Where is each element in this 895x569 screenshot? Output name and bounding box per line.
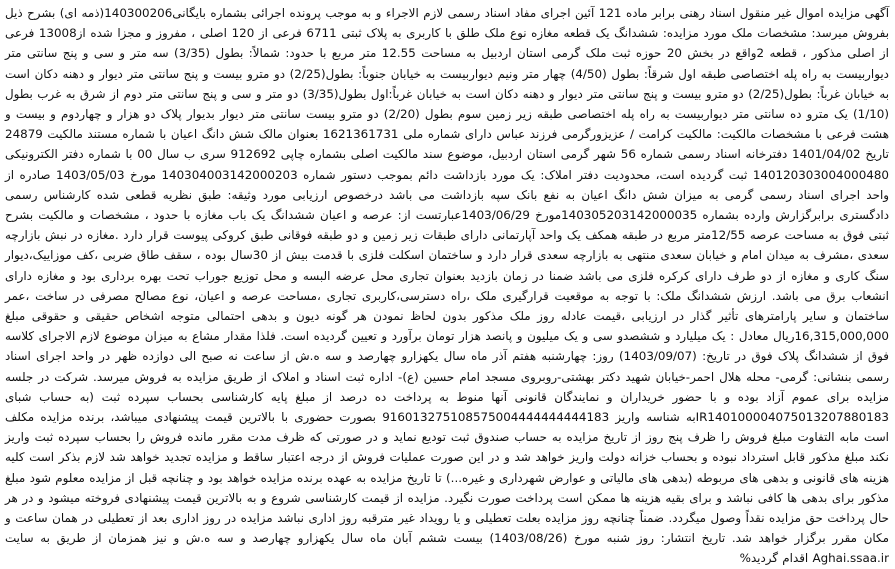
auction-notice-body: آگهی مزایده اموال غیر منقول اسناد رهنی برابر ماده 121 آئین اجرای مفاد اسناد رسمی لازم الاجراء و به موجب پرونده اجرائی بشماره بایگانی140300206(ذمه ای) بشرح ذیل بفروش میرسد: مشخصات ملک مورد مزایده: ششدانگ یک قطعه مغازه نوع ملک طلق با کاربری به پلاک ثبتی 6711 فرعی از 120 اصلی ، مفروز و مجزا شده از13008 فرعی از اصلی مذکور ، قطعه 2واقع در بخش 20 حوزه ثبت ملک گرمی استان اردبیل به مساحت 12.55 متر مربع با حدود: شمالاً: بطول (3/35) سه متر و سی و پنج سانتی متر دیواربیست به راه پله اختصاصی طبقه اول شرقاً: بطول (4/50) چهار متر ونیم دیواربیست به خیابان جنوباً: بطول(2/25) دو مترو بیست و پنج سانتی متر دیوار و دهنه دکان است به خیابان غرباً: بطول(2/25) دو مترو بیست و پنج سانتی متر دیوار و دهنه دکان است به خیابان غرباً:اول بطول(3/35) دو متر و سی و پنج سانتی متر دوم از شرق به غرب بطول (1/10) یک مترو ده سانتی متر دیواربیست به راه پله اختصاصی طبقه زیر زمین سوم بطول (2/20) دو مترو بیست سانتی متر دیوار بدیوار پلاک دو هزار و چهاردوم و بیست و هشت فرعی با مشخصات مالکیت: مالکیت کرامت / عزیزورگرمی فرزند عباس دارای شماره ملی 1621361731 بعنوان مالک شش دانگ اعیان با شماره مستند مالکیت 24879 تاریخ 1401/04/02 دفترخانه اسناد رسمی شماره 56 شهر گرمی استان اردبیل، موضوع سند مالکیت اصلی بشماره چاپی 912692 سری ب سال 00 با شماره دفتر الکترونیکی 140120303004000480 ثبت گردیده است، محدودیت دفتر املاک: یک مورد بازداشت دائم بموجب دستور شماره 140304003142000203 مورخ 1403/05/03 صادره از واحد اجرای اسناد رسمی گرمی به میزان شش دانگ اعیان به نفع بانک سپه بازداشت می باشد درخصوص ارزیابی مورد وثیقه: طبق نظریه قطعی شده کارشناس رسمی دادگستری برابرگزارش وارده بشماره 140305203142000035مورخ 1403/06/29عبارتست از: عرصه و اعیان ششدانگ یک باب مغازه با حدود ، مشخصات و مالکیت بشرح ثبتی فوق به مساحت عرصه 12/55متر مربع در طبقه همکف یک واحد آپارتمانی دارای طبقات زیر زمین و دو طبقه فوقانی طبق کروکی پیوست قرار دارد .مغازه در نبش بازارچه سعدی ،مشرف به میدان امام و خیابان سعدی منتهی به بازارچه سعدی قرار دارد و ساختمان اسکلت فلزی با قدمت بیش از 30سال بوده ، سقف طاق ضربی ،کف موزاییک،دیوار سنگ کاری و مغازه از دو طرف دارای کرکره فلزی می باشد ضمنا در زمان بازدید بعنوان تجاری محل عرضه البسه و محل توزیع جوراب تحت بهره برداری بود و مغازه دارای انشعاب برق می باشد. ارزش ششدانگ ملک: با توجه به موقعیت قرارگیری ملک ،راه دسترسی،کاربری تجاری ،مساحت عرصه و اعیان، نوع مصالح مصرفی در ساخت ،عمر ساختمان و سایر پارامترهای تأثیر گذار در ارزیابی ،قیمت عادله روز ملک مذکور بدون لحاظ نمودن هر گونه دیون و بدهی احتمالی متوجه اشخاص حقیقی و حقوقی مبلغ 16,315,000,000ریال معادل : یک میلیارد و ششصدو سی و یک میلیون و پانصد هزار تومان برآورد و تعیین گردیده است. فلذا مقدار مشاع به میزان موضوع لازم الاجرای کلاسه فوق از ششدانگ پلاک فوق در تاریخ: (1403/09/07) روز: چهارشنبه هفتم آذر ماه سال یکهزارو چهارصد و سه ه.ش از ساعت نه صبح الی دوازده ظهر در واحد اجرای اسناد رسمی بنشانی: گرمی- محله هلال احمر-خیابان شهید دکتر بهشتی-روبروی مسجد امام حسین (ع)- اداره ثبت اسناد و املاک از طریق مزایده به فروش میرسد. شرکت در جلسه مزایده برای عموم آزاد بوده و با حضور خریداران و نمایندگان قانونی آنها منوط به پرداخت ده درصد از مبلغ پایه کارشناسی بحساب سپرده ثبت (به حساب شبای IR140100004075013207880183به شناسه واریز 916013275108575004444444444183 بصورت حضوری با بالاترین قیمت پیشنهادی میباشد، برنده مزایده مکلف است مابه التفاوت مبلغ فروش را ظرف پنج روز از تاریخ مزایده به حساب صندوق ثبت تودیع نماید و در صورتی که ظرف مدت مقرر مانده فروش را بحساب سپرده ثبت واریز نکند مبلغ مذکور قابل استرداد نبوده و بحساب خزانه دولت واریز خواهد شد و در این صورت عملیات فروش از درجه اعتبار ساقط و مزایده تجدید خواهد شد لازم بذکر است کلیه هزینه های قانونی و بدهی های مربوطه (بدهی های مالیاتی و عوارض شهرداری و غیره...) تا تاریخ مزایده به عهده برنده مزایده خواهد بود و چنانچه قبل از مزایده معلوم شود مبلغ مذکور برای بدهی ها کافی نباشد و برای بقیه هزینه ها ممکن است پرداخت صورت نگیرد. مزایده از قیمت کارشناسی شروع و به بالاترین قیمت پیشنهادی فروخته میشود و در هر حال پرداخت حق مزایده نقداً وصول میگردد. ضمناً چنانچه روز مزایده بعلت تعطیلی و یا رویداد غیر مترقبه روز اداری نباشد مزایده در روز اداری بعد از تعطیلی در همان ساعت و مکان مقرر برگزار خواهد شد. تاریخ انتشار: روز شنبه مورخ (1403/08/26) بیست ششم آبان ماه سال یکهزارو چهارصد و سه ه.ش و نیز همزمان از طریق به سایت Aghai.ssaa.ir اقدام گردید% xyxy=(5,6,890,566)
